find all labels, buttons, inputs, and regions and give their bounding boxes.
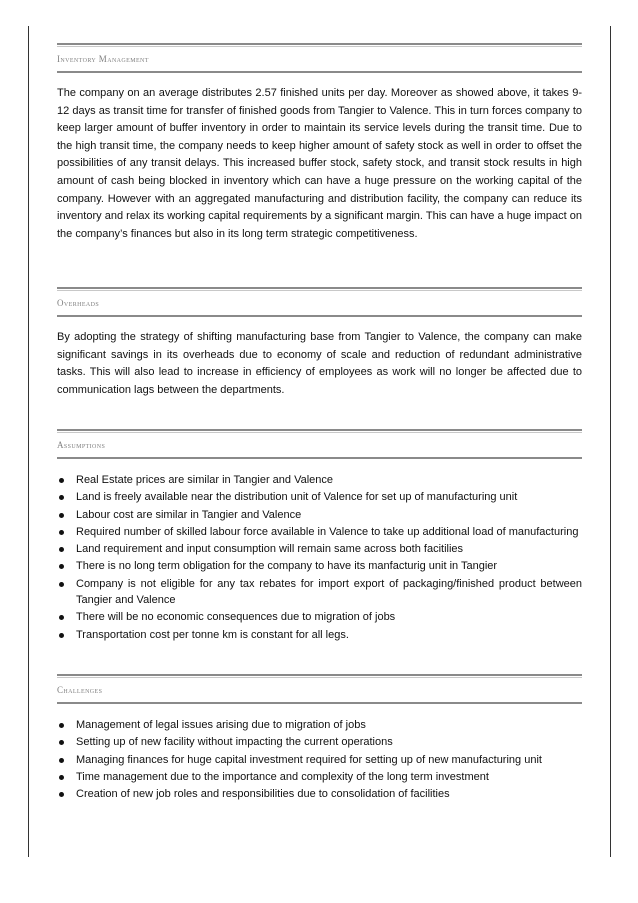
- section-overheads: [57, 287, 582, 399]
- list-item: There will be no economic consequences due to migration of jobs: [57, 609, 582, 625]
- page-border-right: [610, 26, 611, 857]
- section-assumptions: [57, 429, 582, 644]
- list-item: Company is not eligible for any tax rebates for import export of packaging/finished product between Tangier and Valence: [57, 576, 582, 608]
- bullet-icon: [59, 547, 64, 552]
- section-inventory-management: [57, 43, 582, 243]
- bullet-icon: [59, 633, 64, 638]
- bullet-icon: [59, 530, 64, 535]
- section-rule-bottom: [57, 457, 582, 459]
- bullet-icon: [59, 723, 64, 728]
- section-rule-bottom: [57, 702, 582, 704]
- bullet-icon: [59, 564, 64, 569]
- section-heading: Inventory Management: [57, 54, 149, 64]
- list-item: Management of legal issues arising due to migration of jobs: [57, 717, 582, 733]
- section-rule-bottom: [57, 71, 582, 73]
- section-paragraph: The company on an average distributes 2.57 finished units per day. Moreover as showed above, it takes 9-12 days as transit time for transfer of finished goods from Tangier to Valence. This in turn forces company to keep larger amount of buffer inventory in order to maintain its service levels during the transit time. Due to the high transit time, the company needs to keep higher amount of safety stock as well in order to offset the possibilities of any transit delays. This increased buffer stock, safety stock, and transit stock results in high amount of cash being blocked in inventory which can have a huge pressure on the working capital of the company. However with an aggregated manufacturing and distribution facility, the company can reduce its inventory and relax its working capital requirements by a significant margin. This can have a huge impact on the company’s finances but also in its long term strategic competitiveness.: [57, 87, 582, 240]
- section-rule-bottom: [57, 315, 582, 317]
- bullet-icon: [59, 513, 64, 518]
- list-item: Labour cost are similar in Tangier and Valence: [57, 507, 582, 523]
- list-item: Setting up of new facility without impacting the current operations: [57, 734, 582, 750]
- section-heading: Assumptions: [57, 440, 106, 450]
- list-item: Time management due to the importance and complexity of the long term investment: [57, 769, 582, 785]
- list-item: Managing finances for huge capital investment required for setting up of new manufacturing unit: [57, 752, 582, 768]
- bullet-icon: [59, 758, 64, 763]
- list-item: Creation of new job roles and responsibilities due to consolidation of facilities: [57, 786, 582, 802]
- bullet-icon: [59, 495, 64, 500]
- list-item: Land requirement and input consumption will remain same across both facitilies: [57, 541, 582, 557]
- bullet-icon: [59, 478, 64, 483]
- bullet-icon: [59, 740, 64, 745]
- list-item: Real Estate prices are similar in Tangier and Valence: [57, 472, 582, 488]
- bullet-icon: [59, 615, 64, 620]
- list-item: Required number of skilled labour force available in Valence to take up additional load of manufacturing: [57, 524, 582, 540]
- section-heading: Overheads: [57, 298, 100, 308]
- list-item: Transportation cost per tonne km is constant for all legs.: [57, 627, 582, 643]
- section-challenges: [57, 674, 582, 803]
- bullet-icon: [59, 582, 64, 587]
- bullet-icon: [59, 775, 64, 780]
- list-item: There is no long term obligation for the company to have its manfacturig unit in Tangier: [57, 558, 582, 574]
- assumptions-list: [57, 472, 582, 643]
- bullet-icon: [59, 792, 64, 797]
- section-paragraph: By adopting the strategy of shifting manufacturing base from Tangier to Valence, the company can make significant savings in its overheads due to economy of scale and reduction of redundant administrative tasks. This will also lead to increase in efficiency of employees as work will no longer be affected due to communication lags between the departments.: [57, 331, 582, 396]
- page-border-left: [28, 26, 29, 857]
- section-heading: Challenges: [57, 685, 103, 695]
- list-item: Land is freely available near the distribution unit of Valence for set up of manufacturing unit: [57, 489, 582, 505]
- challenges-list: [57, 717, 582, 802]
